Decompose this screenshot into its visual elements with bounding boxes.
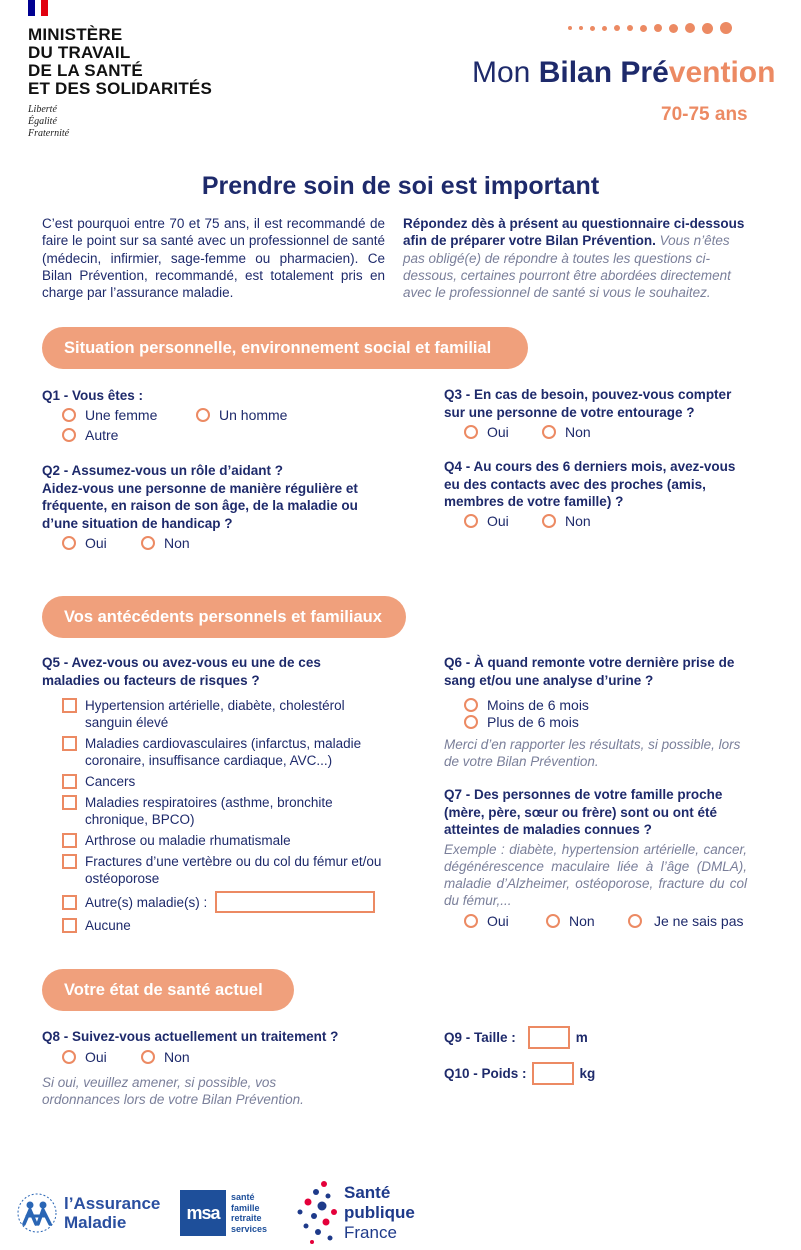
q5-option[interactable]: Aucune — [62, 917, 392, 934]
q5-option[interactable]: Hypertension artérielle, diabète, cholestérol sanguin élevé — [62, 697, 392, 731]
msa-line: services — [231, 1223, 268, 1234]
radio-icon[interactable] — [464, 914, 478, 928]
radio-icon[interactable] — [546, 914, 560, 928]
q5-option[interactable]: Cancers — [62, 773, 392, 790]
q1-option-autre[interactable]: Autre — [62, 427, 118, 443]
checkbox-icon[interactable] — [62, 854, 77, 869]
q7-option-ne-sais-pas[interactable]: Je ne sais pas — [628, 913, 744, 929]
q2-option-oui[interactable]: Oui — [62, 535, 107, 551]
page-title: Mon Bilan Prévention — [472, 56, 776, 89]
radio-icon[interactable] — [62, 536, 76, 550]
height-field[interactable] — [528, 1026, 570, 1049]
q6-option-moins[interactable]: Moins de 6 mois — [464, 697, 589, 713]
radio-icon[interactable] — [141, 1050, 155, 1064]
q1-label: Q1 - Vous êtes : — [42, 388, 144, 403]
q6-option-plus[interactable]: Plus de 6 mois — [464, 714, 579, 730]
q8-option-non[interactable]: Non — [141, 1049, 190, 1065]
q6-note: Merci d’en rapporter les résultats, si possible, lors de votre Bilan Prévention. — [444, 737, 741, 769]
checkbox-icon[interactable] — [62, 736, 77, 751]
q5-option-autre[interactable]: Autre(s) maladie(s) : — [62, 891, 392, 913]
q7-label: Q7 - Des personnes de votre famille proche (mère, père, sœur ou frère) sont ou ont été atteintes de maladies connues ? — [444, 787, 723, 837]
q3-label: Q3 - En cas de besoin, pouvez-vous compter sur une personne de votre entourage ? — [444, 387, 732, 420]
msa-line: famille — [231, 1202, 260, 1213]
radio-icon[interactable] — [542, 514, 556, 528]
checkbox-icon[interactable] — [62, 698, 77, 713]
q5-option[interactable]: Arthrose ou maladie rhumatismale — [62, 832, 392, 849]
spf-line: France — [344, 1223, 397, 1242]
checkbox-icon[interactable] — [62, 918, 77, 933]
checkbox-icon[interactable] — [62, 795, 77, 810]
radio-icon[interactable] — [464, 698, 478, 712]
am-line: l’Assurance — [64, 1194, 161, 1213]
q4-option-non[interactable]: Non — [542, 513, 591, 529]
radio-icon[interactable] — [141, 536, 155, 550]
other-disease-field[interactable] — [215, 891, 375, 913]
q7-option-oui[interactable]: Oui — [464, 913, 509, 929]
q3-option-non[interactable]: Non — [542, 424, 591, 440]
msa-mark: msa — [180, 1190, 226, 1236]
assurance-maladie-logo — [14, 1190, 160, 1236]
q5-label: Q5 - Avez-vous ou avez-vous eu une de ces maladies ou facteurs de risques ? — [42, 655, 321, 688]
marianne-flag-icon — [28, 0, 48, 16]
q1-option-homme[interactable]: Un homme — [196, 407, 287, 423]
radio-icon[interactable] — [62, 1050, 76, 1064]
radio-icon[interactable] — [62, 408, 76, 422]
section-header-sante-actuelle: Votre état de santé actuel — [42, 969, 294, 1011]
q4-option-oui[interactable]: Oui — [464, 513, 509, 529]
q7-option-non[interactable]: Non — [546, 913, 595, 929]
sante-publique-france-logo — [294, 1178, 415, 1248]
checkbox-icon[interactable] — [62, 774, 77, 789]
radio-icon[interactable] — [464, 425, 478, 439]
q10-label: Q10 - Poids : — [444, 1065, 527, 1081]
checkbox-icon[interactable] — [62, 833, 77, 848]
intro-left: C’est pourquoi entre 70 et 75 ans, il est recommandé de faire le point sur sa santé avec un professionnel de santé (médecin, infirmier, sage-femme ou pharmacien). Ce Bilan Prévention, recommandé, est totalement pris en charge par l’assurance maladie. — [42, 216, 385, 301]
q5-option[interactable]: Fractures d’une vertèbre ou du col du fémur et/ou ostéoporose — [62, 853, 392, 887]
q5-option[interactable]: Maladies respiratoires (asthme, bronchite chronique, BPCO) — [62, 794, 392, 828]
q5-options — [62, 697, 392, 934]
assurance-maladie-emblem-icon — [14, 1190, 60, 1236]
q2-option-non[interactable]: Non — [141, 535, 190, 551]
radio-icon[interactable] — [464, 514, 478, 528]
q4-label: Q4 - Au cours des 6 derniers mois, avez-vous eu des contacts avec des proches (amis, membres de votre famille) ? — [444, 459, 736, 509]
spf-line: Santé — [344, 1183, 391, 1202]
msa-line: santé — [231, 1192, 255, 1202]
republic-motto: Liberté Égalité Fraternité — [28, 104, 70, 139]
q8-option-oui[interactable]: Oui — [62, 1049, 107, 1065]
spf-line: publique — [344, 1203, 415, 1222]
q5-option[interactable]: Maladies cardiovasculaires (infarctus, maladie coronaire, insuffisance cardiaque, AVC...) — [62, 735, 392, 769]
q8-note: Si oui, veuillez amener, si possible, vos ordonnances lors de votre Bilan Prévention. — [42, 1075, 304, 1107]
q7-note: Exemple : diabète, hypertension artérielle, cancer, dégénérescence maculaire liée à l’âge (DMLA), maladie d’Alzheimer, ostéoporose, fracture du col du fémur,... — [444, 842, 747, 908]
section-header-situation: Situation personnelle, environnement social et familial — [42, 327, 528, 369]
msa-line: retraite — [231, 1213, 262, 1223]
weight-field[interactable] — [532, 1062, 574, 1085]
radio-icon[interactable] — [196, 408, 210, 422]
intro-right: Répondez dès à présent au questionnaire ci-dessous afin de préparer votre Bilan Prévention. Vous n’êtes pas obligé(e) de répondre à toutes les questions ci-dessous, certaines pourront être abordées directement avec le professionnel de santé si vous le souhaitez. — [403, 216, 745, 301]
section-header-antecedents: Vos antécédents personnels et familiaux — [42, 596, 406, 638]
q9-label: Q9 - Taille : — [444, 1029, 516, 1045]
q3-option-oui[interactable]: Oui — [464, 424, 509, 440]
radio-icon[interactable] — [542, 425, 556, 439]
q2-label: Q2 - Assumez-vous un rôle d’aidant ? Aidez-vous une personne de manière régulière et fréquente, en raison de son âge, de la maladie ou d’une situation de handicap ? — [42, 463, 358, 531]
ministry-name: MINISTÈRE DU TRAVAIL DE LA SANTÉ ET DES SOLIDARITÉS — [28, 25, 213, 98]
radio-icon[interactable] — [464, 715, 478, 729]
q8-label: Q8 - Suivez-vous actuellement un traitement ? — [42, 1029, 339, 1044]
q10-row — [444, 1062, 595, 1085]
msa-logo — [180, 1190, 267, 1236]
height-unit: m — [575, 1030, 588, 1045]
checkbox-icon[interactable] — [62, 895, 77, 910]
decorative-dots — [568, 22, 732, 34]
q9-row — [444, 1026, 588, 1049]
sante-publique-dots-icon — [294, 1178, 340, 1248]
am-line: Maladie — [64, 1213, 127, 1232]
q6-label: Q6 - À quand remonte votre dernière prise de sang et/ou une analyse d’urine ? — [444, 655, 735, 688]
weight-unit: kg — [579, 1066, 596, 1081]
q1-option-femme[interactable]: Une femme — [62, 407, 157, 423]
radio-icon[interactable] — [628, 914, 642, 928]
headline: Prendre soin de soi est important — [201, 172, 600, 200]
age-range: 70-75 ans — [661, 104, 748, 125]
radio-icon[interactable] — [62, 428, 76, 442]
